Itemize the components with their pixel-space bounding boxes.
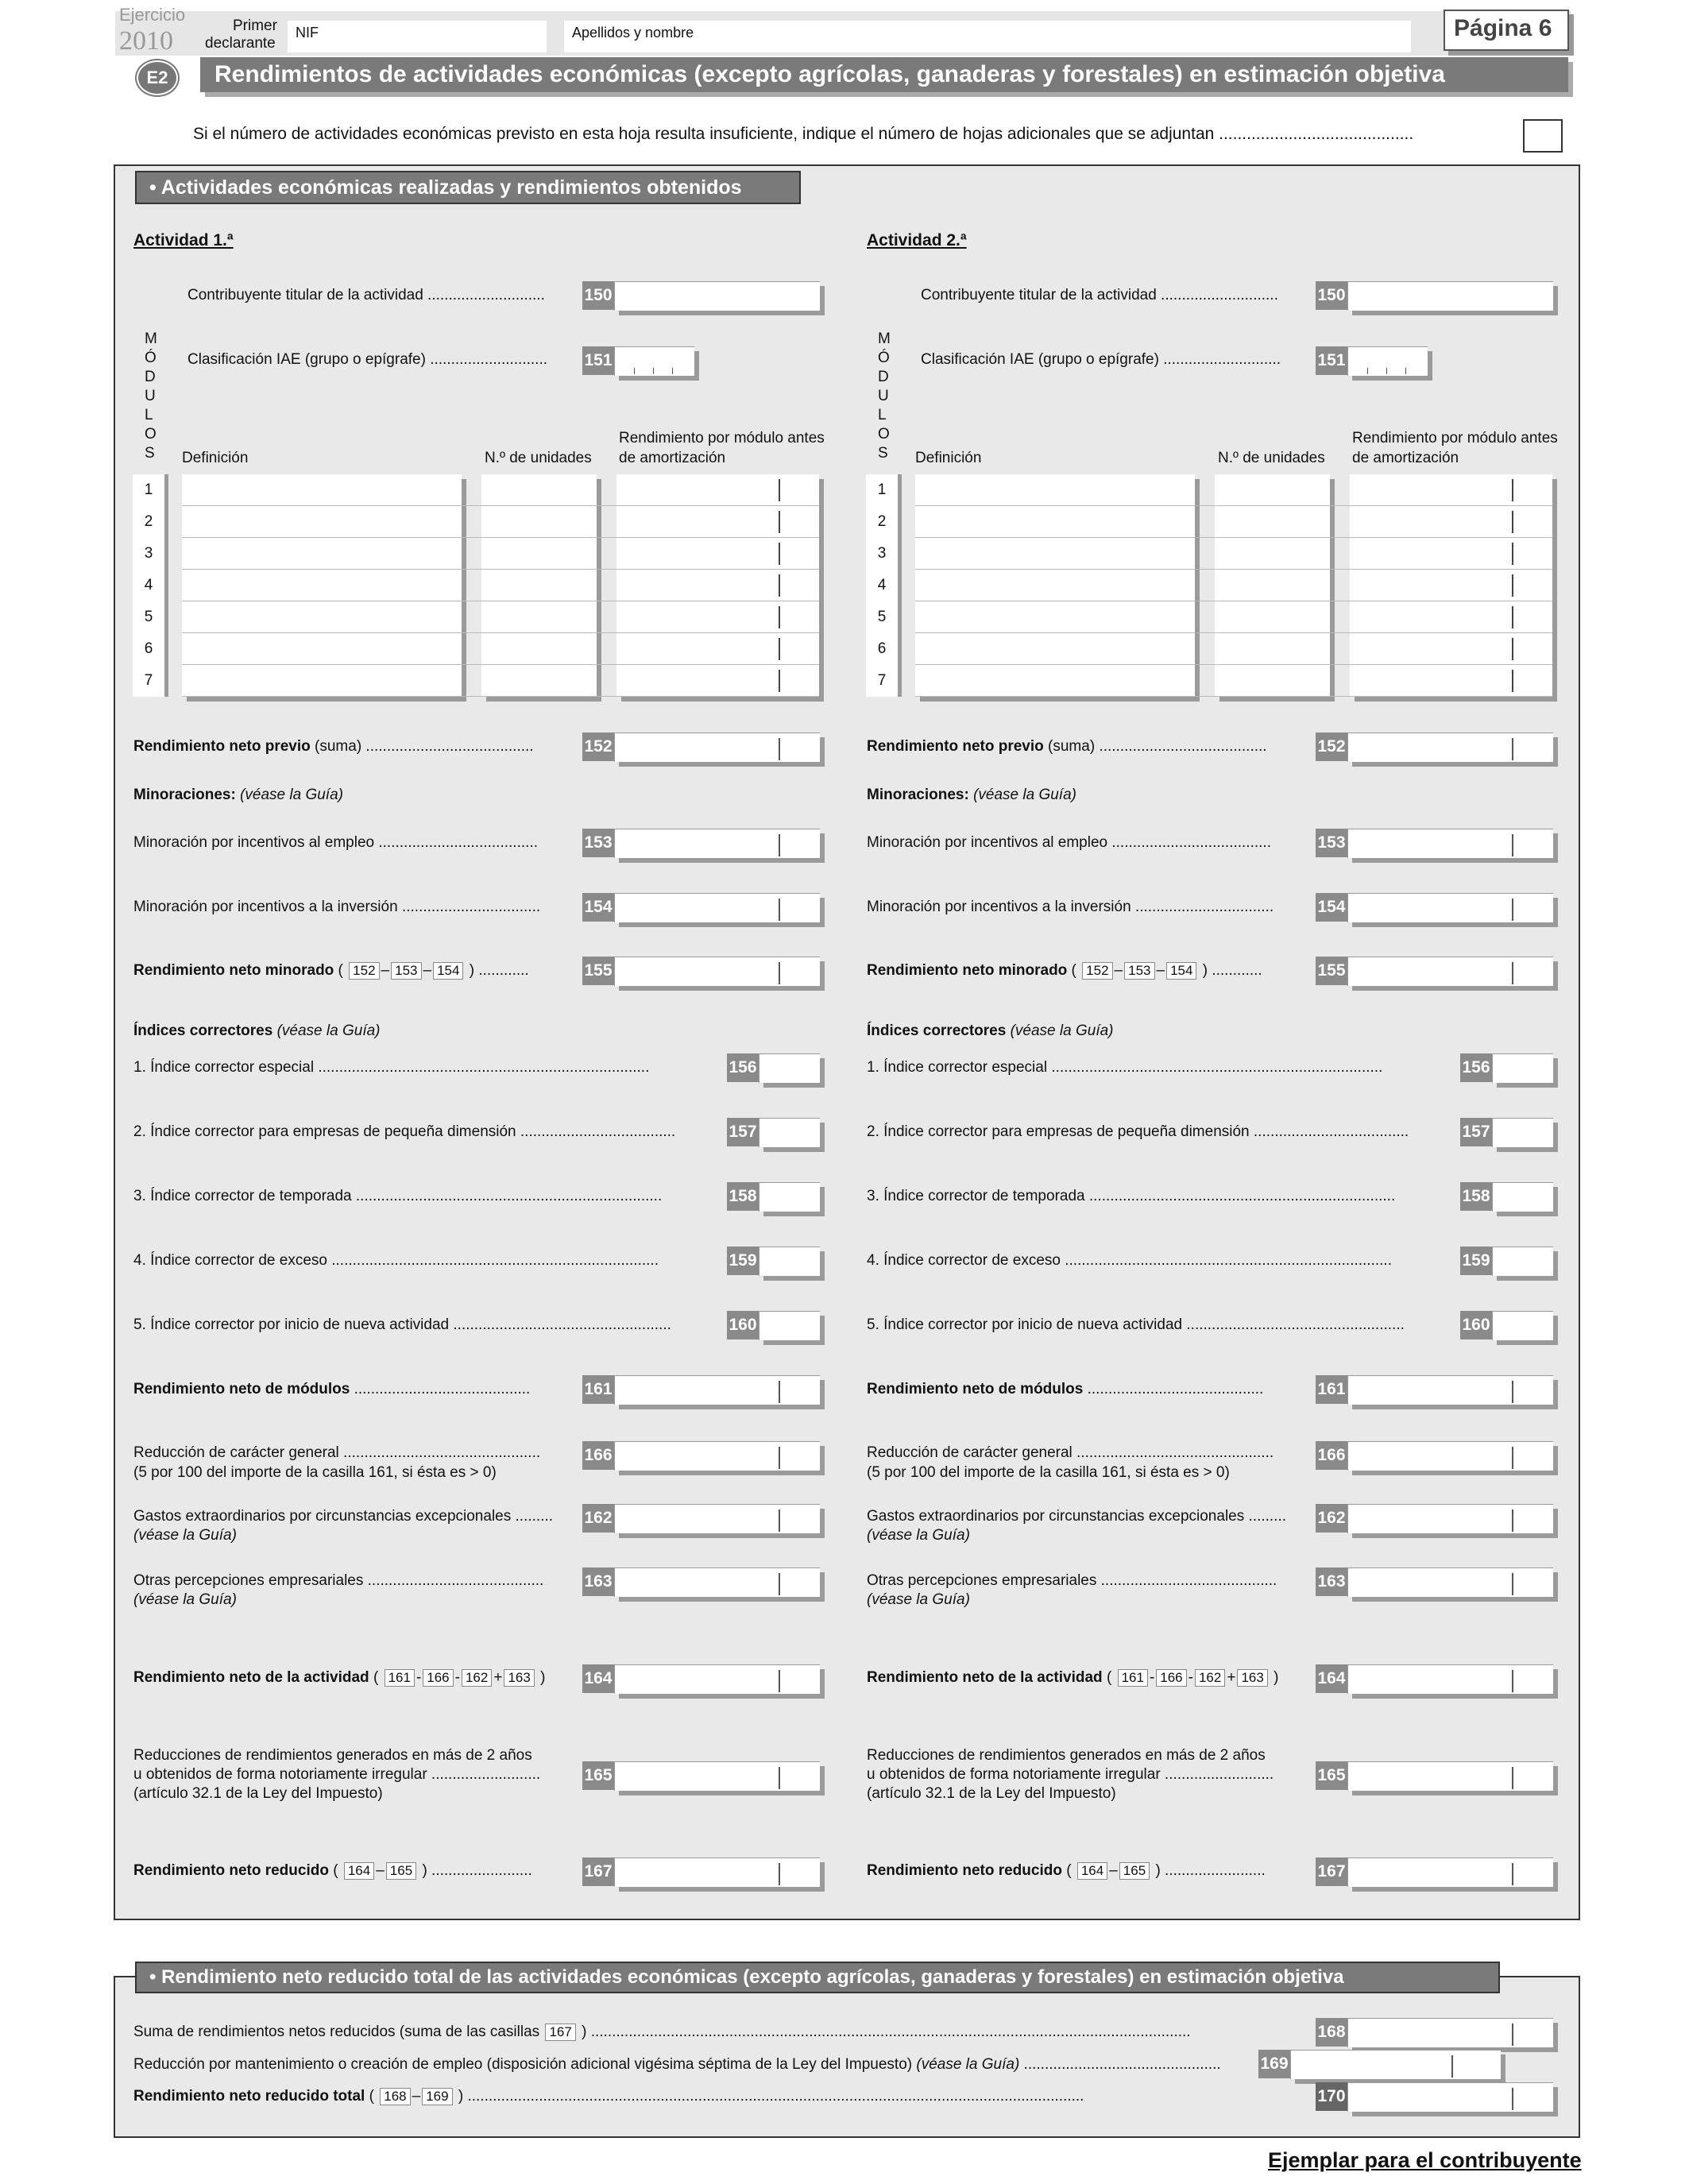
code-164: 164 bbox=[582, 1664, 614, 1693]
title-bar bbox=[200, 57, 1568, 92]
row-number: 5 bbox=[866, 601, 898, 633]
code-165: 165 bbox=[1316, 1761, 1347, 1790]
modulos-letter: L bbox=[145, 407, 153, 423]
gastos-label-2: (véase la Guía) bbox=[867, 1527, 970, 1544]
modulos-letter: L bbox=[878, 407, 887, 423]
code-151: 151 bbox=[1316, 346, 1347, 375]
row-number: 3 bbox=[866, 538, 898, 570]
row-lines bbox=[915, 474, 1552, 697]
neto-reducido-label: Rendimiento neto reducido ( 164 – 165 ) ........................ bbox=[867, 1862, 1266, 1879]
idx1-label: 1. Índice corrector especial ............................................................................... bbox=[133, 1059, 650, 1076]
gastos-input[interactable] bbox=[614, 1504, 820, 1533]
code-150: 150 bbox=[1316, 281, 1347, 310]
idx1-input[interactable] bbox=[759, 1053, 820, 1083]
titular-input[interactable] bbox=[1347, 281, 1553, 311]
section1-title-bar bbox=[135, 171, 801, 204]
decimal-separator bbox=[779, 479, 780, 694]
code-164: 164 bbox=[1316, 1664, 1347, 1693]
code-151: 151 bbox=[582, 346, 614, 375]
code-170: 170 bbox=[1316, 2082, 1347, 2111]
neto-actividad-input[interactable] bbox=[1347, 1664, 1553, 1694]
otras-label-2: (véase la Guía) bbox=[867, 1591, 970, 1608]
code-155: 155 bbox=[1316, 957, 1347, 985]
reduccion-input[interactable] bbox=[614, 1441, 820, 1471]
total-input[interactable] bbox=[1347, 2082, 1553, 2112]
code-155: 155 bbox=[582, 957, 614, 985]
code-160: 160 bbox=[727, 1311, 759, 1339]
min-empleo-input[interactable] bbox=[614, 829, 820, 858]
idx4-label: 4. Índice corrector de exceso .............................................................................. bbox=[867, 1252, 1392, 1269]
code-161: 161 bbox=[582, 1375, 614, 1404]
activity-title: Actividad 1.ª bbox=[133, 231, 234, 249]
minoraciones-label: Minoraciones: (véase la Guía) bbox=[133, 787, 343, 803]
modulos-letter: D bbox=[145, 369, 156, 385]
section2-title-bar bbox=[135, 1962, 1500, 1993]
row-number: 2 bbox=[133, 506, 164, 538]
reduccion-label-1: Reducción de carácter general ............................................... bbox=[867, 1444, 1274, 1461]
nif-field[interactable] bbox=[288, 21, 547, 52]
code-166: 166 bbox=[582, 1441, 614, 1470]
iae-input[interactable] bbox=[1347, 346, 1428, 376]
suma-input[interactable] bbox=[1347, 2018, 1553, 2047]
titular-label: Contribuyente titular de la actividad ............................ bbox=[921, 287, 1278, 303]
idx2-input[interactable] bbox=[1492, 1118, 1553, 1147]
idx3-label: 3. Índice corrector de temporada ......................................................................... bbox=[867, 1188, 1396, 1204]
code-167: 167 bbox=[1316, 1857, 1347, 1886]
idx3-input[interactable] bbox=[1492, 1182, 1553, 1212]
idx1-input[interactable] bbox=[1492, 1053, 1553, 1083]
neto-reducido-input[interactable] bbox=[614, 1857, 820, 1887]
idx2-label: 2. Índice corrector para empresas de pequeña dimensión ..................................... bbox=[867, 1123, 1409, 1140]
section1-title: • Actividades económicas realizadas y rendimientos obtenidos bbox=[149, 176, 742, 199]
pagina-label: Página 6 bbox=[1454, 15, 1552, 41]
minoraciones-label: Minoraciones: (véase la Guía) bbox=[867, 787, 1076, 803]
neto-minorado-input[interactable] bbox=[1347, 957, 1553, 986]
min-inversion-label: Minoración por incentivos a la inversión ................................. bbox=[133, 899, 541, 915]
otras-label-1: Otras percepciones empresariales .......................................... bbox=[867, 1572, 1277, 1589]
neto-modulos-label: Rendimiento neto de módulos .......................................... bbox=[133, 1381, 531, 1397]
idx3-input[interactable] bbox=[759, 1182, 820, 1212]
rend-modulo-header-1: Rendimiento por módulo antes bbox=[619, 430, 825, 446]
titular-label: Contribuyente titular de la actividad ............................ bbox=[187, 287, 545, 303]
row-number: 5 bbox=[133, 601, 164, 633]
neto-actividad-input[interactable] bbox=[614, 1664, 820, 1694]
modulos-letter: U bbox=[878, 388, 889, 404]
row-number: 4 bbox=[866, 570, 898, 601]
section-code: E2 bbox=[146, 68, 168, 87]
iae-input[interactable] bbox=[614, 346, 694, 376]
page-title: Rendimientos de actividades económicas (excepto agrícolas, ganaderas y forestales) en estimación objetiva bbox=[215, 61, 1445, 87]
code-163: 163 bbox=[1316, 1567, 1347, 1596]
row-number: 6 bbox=[866, 633, 898, 665]
indices-label: Índices correctores (véase la Guía) bbox=[133, 1022, 381, 1039]
reducciones-label-2: u obtenidos de forma notoriamente irregular .......................... bbox=[133, 1766, 541, 1783]
min-inversion-input[interactable] bbox=[614, 893, 820, 922]
neto-modulos-input[interactable] bbox=[614, 1375, 820, 1405]
code-168: 168 bbox=[1316, 2018, 1347, 2047]
code-152: 152 bbox=[1316, 733, 1347, 761]
reducciones-label-2: u obtenidos de forma notoriamente irregular .......................... bbox=[867, 1766, 1274, 1783]
neto-previo-label: Rendimiento neto previo (suma) ........................................ bbox=[867, 738, 1267, 755]
code-159: 159 bbox=[727, 1247, 759, 1275]
modulos-letter: U bbox=[145, 388, 156, 404]
code-162: 162 bbox=[582, 1504, 614, 1533]
nif-label: NIF bbox=[296, 25, 319, 41]
reduccion-label-1: Reducción de carácter general ............................................... bbox=[133, 1444, 541, 1461]
neto-minorado-label: Rendimiento neto minorado ( 152 – 153 – 154 ) ............ bbox=[867, 962, 1262, 979]
row-number: 7 bbox=[866, 665, 898, 697]
row-number: 4 bbox=[133, 570, 164, 601]
row-number: 7 bbox=[133, 665, 164, 697]
code-153: 153 bbox=[582, 829, 614, 857]
reducciones-label-1: Reducciones de rendimientos generados en más de 2 años bbox=[133, 1747, 532, 1764]
intro-text: Si el número de actividades económicas previsto en esta hoja resulta insuficiente, indique el número de hojas adicionales que se adjuntan .......................................... bbox=[193, 125, 1414, 143]
code-166: 166 bbox=[1316, 1441, 1347, 1470]
code-154: 154 bbox=[582, 893, 614, 922]
neto-minorado-input[interactable] bbox=[614, 957, 820, 986]
neto-reducido-input[interactable] bbox=[1347, 1857, 1553, 1887]
modulos-letter: M bbox=[145, 330, 157, 347]
idx4-input[interactable] bbox=[759, 1247, 820, 1276]
reducciones-label-3: (artículo 32.1 de la Ley del Impuesto) bbox=[133, 1785, 383, 1802]
row-lines bbox=[182, 474, 819, 697]
reduccion-empleo-label: Reducción por mantenimiento o creación de empleo (disposición adicional vigésima séptima de la Ley del Impuesto) (véase la Guía) ............................................... bbox=[133, 2056, 1221, 2073]
modulos-letter: D bbox=[878, 369, 889, 385]
otras-label-1: Otras percepciones empresariales .......................................... bbox=[133, 1572, 544, 1589]
idx5-input[interactable] bbox=[759, 1311, 820, 1340]
idx4-label: 4. Índice corrector de exceso .............................................................................. bbox=[133, 1252, 659, 1269]
code-169: 169 bbox=[1258, 2050, 1290, 2078]
rend-modulo-header-1: Rendimiento por módulo antes bbox=[1352, 430, 1558, 446]
idx2-label: 2. Índice corrector para empresas de pequeña dimensión ..................................... bbox=[133, 1123, 676, 1140]
neto-reducido-label: Rendimiento neto reducido ( 164 – 165 ) ........................ bbox=[133, 1862, 532, 1879]
gastos-label-1: Gastos extraordinarios por circunstancias excepcionales ......... bbox=[867, 1508, 1287, 1525]
modulos-letter: Ó bbox=[145, 350, 157, 366]
idx5-label: 5. Índice corrector por inicio de nueva actividad .................................................... bbox=[867, 1316, 1405, 1333]
code-152: 152 bbox=[582, 733, 614, 761]
unidades-header: N.º de unidades bbox=[1218, 450, 1325, 466]
neto-modulos-label: Rendimiento neto de módulos .......................................... bbox=[867, 1381, 1264, 1397]
modulos-letter: M bbox=[878, 330, 891, 347]
neto-minorado-label: Rendimiento neto minorado ( 152 – 153 – 154 ) ............ bbox=[133, 962, 529, 979]
code-156: 156 bbox=[1460, 1053, 1492, 1082]
min-empleo-label: Minoración por incentivos al empleo ...................................... bbox=[133, 834, 538, 851]
gastos-label-2: (véase la Guía) bbox=[133, 1527, 237, 1544]
code-158: 158 bbox=[727, 1182, 759, 1211]
code-159: 159 bbox=[1460, 1247, 1492, 1275]
code-157: 157 bbox=[1460, 1118, 1492, 1146]
code-157: 157 bbox=[727, 1118, 759, 1146]
definicion-header: Definición bbox=[915, 450, 982, 466]
year: 2010 bbox=[119, 26, 173, 56]
code-150: 150 bbox=[582, 281, 614, 310]
min-inversion-label: Minoración por incentivos a la inversión ................................. bbox=[867, 899, 1274, 915]
code-162: 162 bbox=[1316, 1504, 1347, 1533]
ejercicio-label: Ejercicio bbox=[119, 5, 186, 25]
min-empleo-input[interactable] bbox=[1347, 829, 1553, 858]
rend-modulo-header-2: de amortización bbox=[1352, 450, 1459, 466]
section2-title: • Rendimiento neto reducido total de las actividades económicas (excepto agrícolas, ganaderas y forestales) en estimación objetiva bbox=[149, 1966, 1344, 1988]
decimal-separator bbox=[1512, 479, 1513, 694]
iae-label: Clasificación IAE (grupo o epígrafe) ............................ bbox=[187, 351, 548, 368]
reducciones-input[interactable] bbox=[1347, 1761, 1553, 1791]
reduccion-empleo-input[interactable] bbox=[1290, 2050, 1501, 2079]
code-165: 165 bbox=[582, 1761, 614, 1790]
total-label: Rendimiento neto reducido total ( 168 – 169 ) ................................................................................................................................................... bbox=[133, 2088, 1084, 2105]
row-number: 3 bbox=[133, 538, 164, 570]
min-empleo-label: Minoración por incentivos al empleo ...................................... bbox=[867, 834, 1271, 851]
definicion-header: Definición bbox=[182, 450, 249, 466]
declarante-label: declarante bbox=[205, 35, 276, 52]
row-number: 1 bbox=[866, 474, 898, 506]
reducciones-input[interactable] bbox=[614, 1761, 820, 1791]
row-number: 2 bbox=[866, 506, 898, 538]
code-154: 154 bbox=[1316, 893, 1347, 922]
code-158: 158 bbox=[1460, 1182, 1492, 1211]
code-161: 161 bbox=[1316, 1375, 1347, 1404]
row-number: 6 bbox=[133, 633, 164, 665]
modulos-letter: S bbox=[145, 445, 155, 462]
reducciones-label-3: (artículo 32.1 de la Ley del Impuesto) bbox=[867, 1785, 1116, 1802]
reduccion-label-2: (5 por 100 del importe de la casilla 161, si ésta es > 0) bbox=[867, 1464, 1230, 1481]
idx1-label: 1. Índice corrector especial ............................................................................... bbox=[867, 1059, 1383, 1076]
unidades-header: N.º de unidades bbox=[485, 450, 592, 466]
titular-input[interactable] bbox=[614, 281, 820, 311]
additional-sheets-input[interactable] bbox=[1523, 119, 1563, 153]
otras-label-2: (véase la Guía) bbox=[133, 1591, 237, 1608]
idx4-input[interactable] bbox=[1492, 1247, 1553, 1276]
suma-label: Suma de rendimientos netos reducidos (suma de las casillas 167 ) ............................................................................................................................................... bbox=[133, 2024, 1191, 2040]
reduccion-label-2: (5 por 100 del importe de la casilla 161, si ésta es > 0) bbox=[133, 1464, 497, 1481]
code-160: 160 bbox=[1460, 1311, 1492, 1339]
section-code-badge bbox=[137, 60, 178, 95]
neto-actividad-label: Rendimiento neto de la actividad ( 161 - 166 - 162 + 163 ) bbox=[867, 1669, 1279, 1686]
idx2-input[interactable] bbox=[759, 1118, 820, 1147]
idx5-label: 5. Índice corrector por inicio de nueva actividad .................................................... bbox=[133, 1316, 671, 1333]
modulos-letter: O bbox=[145, 426, 157, 443]
apellidos-label: Apellidos y nombre bbox=[572, 25, 694, 41]
code-156: 156 bbox=[727, 1053, 759, 1082]
idx3-label: 3. Índice corrector de temporada ......................................................................... bbox=[133, 1188, 663, 1204]
footer-label: Ejemplar para el contribuyente bbox=[1268, 2148, 1582, 2172]
gastos-label-1: Gastos extraordinarios por circunstancias excepcionales ......... bbox=[133, 1508, 554, 1525]
neto-modulos-input[interactable] bbox=[1347, 1375, 1553, 1405]
indices-label: Índices correctores (véase la Guía) bbox=[867, 1022, 1114, 1039]
primer-label: Primer bbox=[233, 17, 277, 34]
code-163: 163 bbox=[582, 1567, 614, 1596]
gastos-input[interactable] bbox=[1347, 1504, 1553, 1533]
otras-input[interactable] bbox=[1347, 1567, 1553, 1597]
row-number: 1 bbox=[133, 474, 164, 506]
reducciones-label-1: Reducciones de rendimientos generados en más de 2 años bbox=[867, 1747, 1266, 1764]
section1-panel bbox=[114, 164, 1580, 1920]
neto-actividad-label: Rendimiento neto de la actividad ( 161 - 166 - 162 + 163 ) bbox=[133, 1669, 546, 1686]
activity-title: Actividad 2.ª bbox=[867, 231, 967, 249]
idx5-input[interactable] bbox=[1492, 1311, 1553, 1340]
code-153: 153 bbox=[1316, 829, 1347, 857]
reduccion-input[interactable] bbox=[1347, 1441, 1553, 1471]
otras-input[interactable] bbox=[614, 1567, 820, 1597]
neto-previo-input[interactable] bbox=[1347, 733, 1553, 762]
modulos-letter: S bbox=[878, 445, 888, 462]
neto-previo-label: Rendimiento neto previo (suma) ........................................ bbox=[133, 738, 534, 755]
rend-modulo-header-2: de amortización bbox=[619, 450, 726, 466]
code-167: 167 bbox=[582, 1857, 614, 1886]
iae-label: Clasificación IAE (grupo o epígrafe) ............................ bbox=[921, 351, 1281, 368]
min-inversion-input[interactable] bbox=[1347, 893, 1553, 922]
modulos-letter: O bbox=[878, 426, 890, 443]
neto-previo-input[interactable] bbox=[614, 733, 820, 762]
modulos-letter: Ó bbox=[878, 350, 890, 366]
